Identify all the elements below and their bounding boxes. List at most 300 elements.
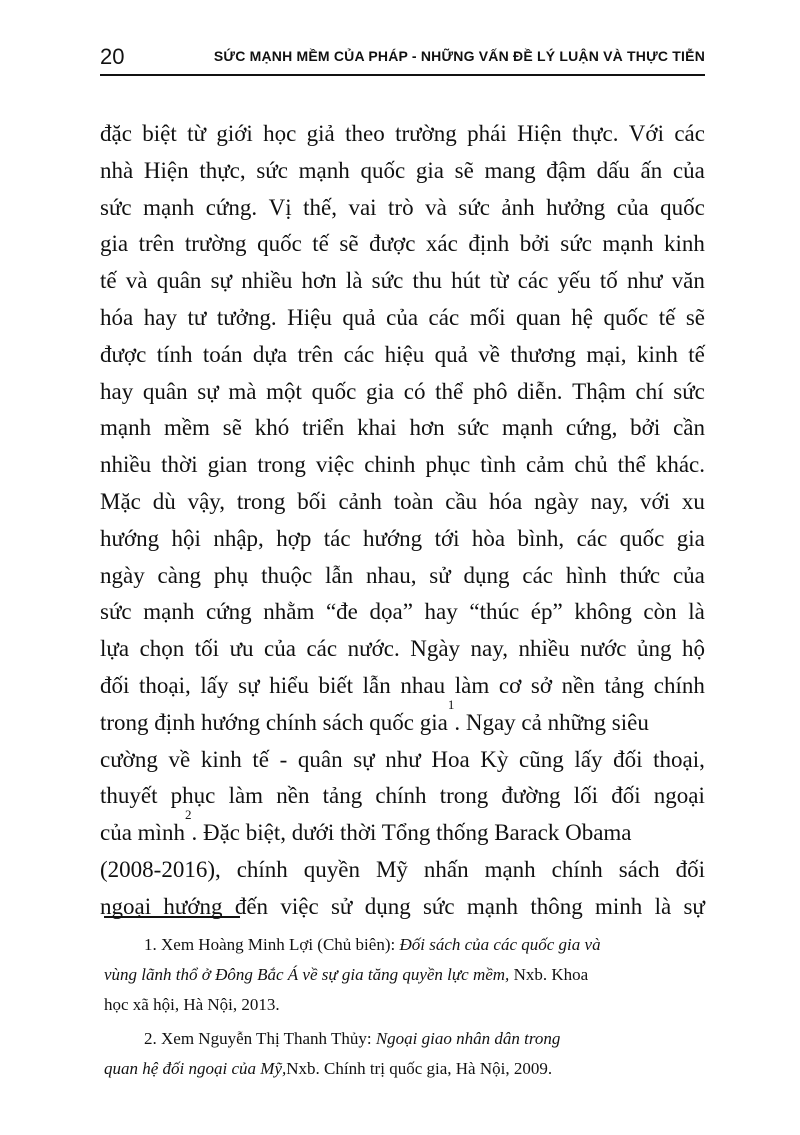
text-line: [100, 484, 705, 521]
word: giả: [306, 121, 335, 146]
word: Vị: [268, 194, 292, 220]
word: phái: [467, 121, 507, 146]
word: dù: [152, 488, 176, 514]
word: sở: [530, 672, 553, 698]
word: sẽ: [339, 231, 359, 257]
footnote-2: [104, 1024, 707, 1084]
word: ấn: [640, 157, 663, 183]
footnote-1: [104, 930, 707, 1020]
word: Hiện: [517, 121, 562, 146]
footnote-title: quan hệ đối ngoại của Mỹ,: [104, 1059, 287, 1078]
word: tế: [312, 231, 329, 257]
word: phục: [170, 783, 216, 809]
word: đối: [613, 746, 643, 772]
text-line: [100, 889, 705, 926]
word: của: [616, 194, 649, 220]
word: kinh: [664, 231, 705, 257]
word: sức: [371, 268, 404, 294]
text-line: [100, 852, 705, 889]
word: đường: [501, 783, 561, 809]
word: từ: [187, 121, 206, 146]
word: sử: [429, 562, 451, 588]
word: mạnh: [100, 415, 152, 441]
text-line: [100, 337, 705, 374]
text-line: [100, 668, 705, 705]
word: chinh: [364, 452, 416, 478]
word: có: [403, 378, 426, 404]
word: cứng,: [565, 415, 618, 441]
word: định: [468, 231, 510, 257]
word: gia: [100, 231, 129, 257]
word: thể: [435, 378, 464, 404]
word: lẫn: [362, 672, 391, 698]
word: vai: [348, 194, 377, 220]
word: chí: [635, 378, 664, 404]
word: toán: [202, 341, 243, 367]
word: bởi: [519, 231, 550, 257]
word: mạnh: [143, 599, 195, 625]
text-line: [100, 153, 705, 190]
word: với: [639, 488, 670, 514]
word: Mỹ: [375, 856, 408, 882]
word: sức: [100, 194, 132, 220]
word: dụng: [463, 562, 510, 588]
word: về: [478, 341, 500, 367]
page-number: 20: [100, 44, 125, 69]
word: -: [279, 746, 288, 772]
word: các: [674, 121, 705, 146]
word: cứng.: [205, 194, 258, 220]
text-line: [100, 263, 705, 300]
word: các: [517, 268, 549, 294]
word: sự: [353, 746, 375, 772]
word: chính: [375, 783, 427, 809]
word: còn: [643, 599, 677, 625]
footnote-publisher: Nxb. Chính trị quốc gia, Hà Nội, 2009.: [286, 1059, 553, 1078]
word: hướng: [100, 525, 160, 551]
word: mạnh: [466, 893, 519, 919]
word: quả: [434, 341, 468, 367]
word: sẽ: [454, 157, 474, 183]
footnote-publisher: Nxb. Khoa: [509, 965, 589, 984]
word: nhập,: [213, 525, 264, 551]
word: “thúc: [469, 599, 520, 625]
word: tác: [323, 525, 351, 551]
word: làm: [454, 672, 490, 698]
text-line: [100, 300, 705, 337]
word: bình,: [517, 525, 565, 551]
word: như: [385, 746, 421, 772]
word: nhau: [400, 672, 446, 698]
word: cảnh: [338, 488, 382, 514]
word: chọn: [139, 636, 185, 662]
word: cầu: [445, 488, 478, 514]
word: quân: [156, 268, 202, 294]
word: Kỳ: [480, 746, 509, 772]
word: trên: [297, 341, 334, 367]
word: sức: [673, 378, 705, 404]
word: bối: [297, 488, 327, 514]
word: tư: [187, 304, 207, 330]
word: thu: [412, 268, 442, 294]
running-title: SỨC MẠNH MỀM CỦA PHÁP - NHỮNG VẤN ĐỀ LÝ LUẬN VÀ THỰC TIỄN: [213, 48, 705, 64]
word: sự: [210, 268, 233, 294]
footnote-title: vùng lãnh thổ ở Đông Bắc Á về sự gia tăng quyền lực mềm,: [104, 965, 510, 984]
word: lấy: [200, 672, 229, 698]
word: được: [369, 231, 416, 257]
word: nhiều: [241, 268, 293, 294]
word: tế: [688, 341, 705, 367]
word: đối: [100, 672, 130, 698]
text-line: [100, 631, 705, 668]
word: thế,: [303, 194, 337, 220]
word: mang: [484, 157, 536, 183]
word: tế: [100, 268, 117, 294]
word: không: [574, 599, 632, 625]
word: của: [672, 562, 705, 588]
word: hòa: [471, 525, 506, 551]
word: như: [627, 268, 663, 294]
word: chính: [236, 856, 288, 882]
footnote-title: Đối sách của các quốc gia và: [399, 935, 601, 954]
text-line: [100, 190, 705, 227]
word: trên: [138, 231, 175, 257]
word: được: [100, 341, 147, 367]
word: hay: [424, 599, 458, 625]
word: thoại,: [139, 672, 191, 698]
word: đặc: [100, 121, 132, 146]
page-header: [100, 40, 705, 76]
word: của: [672, 157, 705, 183]
word: quân: [297, 746, 343, 772]
word: trường: [395, 121, 457, 146]
text-line: [100, 447, 705, 484]
word: nhiều: [100, 452, 152, 478]
word: ngày: [100, 562, 145, 588]
word: dụng: [364, 893, 411, 919]
word: sẽ: [685, 304, 705, 330]
footnote-line: [104, 1054, 707, 1084]
text-line: [100, 410, 705, 447]
word: trong: [236, 488, 286, 514]
word: hội: [171, 525, 201, 551]
word: tế: [658, 304, 676, 330]
word: khó: [254, 415, 290, 441]
word: phục: [425, 452, 471, 478]
word: từ: [489, 268, 509, 294]
word: “đe: [325, 599, 358, 625]
word: kinh: [636, 341, 678, 367]
word: toàn: [393, 488, 434, 514]
word: đến: [234, 893, 269, 919]
footnote-ref-1[interactable]: 1: [447, 696, 455, 712]
body-paragraph: [100, 116, 705, 926]
word: sức: [560, 231, 592, 257]
footnote-lead: 2. Xem Nguyễn Thị Thanh Thủy:: [144, 1029, 376, 1048]
word: các: [428, 304, 460, 330]
word: ảnh: [501, 194, 535, 220]
word: hơn: [409, 415, 445, 441]
word: hưởng: [546, 194, 606, 220]
text-line: [100, 116, 705, 153]
word: diễn.: [517, 378, 563, 404]
word: các: [343, 341, 375, 367]
text-line: [100, 807, 705, 852]
word: hay: [100, 378, 134, 404]
word: Mặc: [100, 488, 141, 514]
word: Thậm: [572, 378, 626, 404]
word: quan: [516, 304, 561, 330]
footnote-line: [104, 960, 707, 990]
word: dấu: [596, 157, 630, 183]
word: hộ: [681, 636, 705, 662]
text-segment: trong định hướng chính sách quốc gia: [100, 709, 448, 735]
word: sức: [422, 893, 455, 919]
word: xu: [681, 488, 705, 514]
word: yếu: [557, 268, 591, 294]
word: và: [125, 268, 148, 294]
word: thoại,: [653, 746, 705, 772]
text-line: [100, 374, 705, 411]
text-segment: . Ngay cả những siêu: [454, 709, 649, 735]
word: cứng: [205, 599, 252, 625]
word: nền: [561, 672, 595, 698]
footnote-publisher: học xã hội, Hà Nội, 2013.: [104, 995, 280, 1014]
word: gian: [207, 452, 248, 478]
word: kinh: [200, 746, 242, 772]
word: sự: [238, 672, 260, 698]
word: các: [576, 525, 608, 551]
word: của: [264, 636, 296, 662]
word: thông: [530, 893, 583, 919]
word: Hoa: [431, 746, 470, 772]
word: sách: [618, 856, 660, 882]
word: lối: [573, 783, 599, 809]
footnote-line: [104, 990, 707, 1020]
word: ngoại: [653, 783, 705, 809]
footnote-ref-2[interactable]: 2: [184, 807, 192, 823]
text-line: [100, 558, 705, 595]
word: quốc: [311, 378, 357, 404]
word: hướng: [163, 893, 223, 919]
word: quốc: [257, 231, 302, 257]
footnote-line: [104, 1024, 707, 1054]
word: mạnh: [484, 856, 536, 882]
word: thương: [510, 341, 576, 367]
word: ưu: [229, 636, 254, 662]
word: lựa: [100, 636, 130, 662]
word: quốc: [360, 157, 406, 183]
word: phụ: [213, 562, 249, 588]
word: tình: [480, 452, 516, 478]
word: cũng: [519, 746, 564, 772]
word: lấy: [574, 746, 603, 772]
footnote-line: [104, 930, 707, 960]
text-segment: của mình: [100, 820, 185, 846]
word: mạnh: [143, 194, 195, 220]
word: chính: [551, 856, 603, 882]
word: bởi: [630, 415, 661, 441]
word: gia: [366, 378, 395, 404]
word: và: [425, 194, 447, 220]
word: Ngày: [410, 636, 461, 662]
word: sức: [457, 415, 490, 441]
word: nhà: [100, 157, 134, 183]
word: sử: [330, 893, 353, 919]
word: đối: [675, 856, 705, 882]
word: tố: [599, 268, 618, 294]
word: của: [386, 304, 419, 330]
word: nay,: [470, 636, 508, 662]
text-line: [100, 696, 705, 742]
word: nhiều: [518, 636, 570, 662]
word: quốc: [660, 194, 705, 220]
word: vậy,: [187, 488, 226, 514]
word: các: [306, 636, 338, 662]
text-segment: . Đặc biệt, dưới thời Tổng thống Barack Obama: [191, 820, 632, 846]
footnote-divider: [104, 916, 240, 918]
word: biệt: [142, 121, 177, 146]
word: lẫn: [325, 562, 354, 588]
word: cần: [673, 415, 705, 441]
word: mềm: [163, 415, 210, 441]
word: Hiện: [143, 157, 189, 183]
word: đối: [611, 783, 641, 809]
word: ngoại: [100, 893, 152, 919]
footnote-title: Ngoại giao nhân dân trong: [375, 1029, 561, 1048]
word: dọa”: [369, 599, 413, 625]
word: ngày: [534, 488, 579, 514]
word: thời: [161, 452, 198, 478]
word: khai: [357, 415, 397, 441]
word: mà: [228, 378, 257, 404]
word: theo: [345, 121, 385, 146]
word: tế: [252, 746, 269, 772]
word: sức: [458, 194, 490, 220]
word: nước: [580, 636, 627, 662]
text-line: [100, 226, 705, 263]
word: quả: [342, 304, 376, 330]
word: mạnh: [602, 231, 654, 257]
word: chính: [653, 672, 705, 698]
word: thức: [619, 562, 661, 588]
text-line: [100, 742, 705, 779]
word: mạnh: [501, 415, 554, 441]
word: hợp: [276, 525, 312, 551]
word: biết: [318, 672, 353, 698]
word: sẽ: [222, 415, 242, 441]
word: làm: [228, 783, 264, 809]
word: gia: [415, 157, 444, 183]
word: hay: [143, 304, 177, 330]
word: trò: [388, 194, 414, 220]
word: cơ: [498, 672, 522, 698]
word: cường: [100, 746, 158, 772]
word: phô: [472, 378, 508, 404]
word: giới: [216, 121, 253, 146]
word: nhấn: [423, 856, 469, 882]
word: thực,: [199, 157, 246, 183]
word: trường: [184, 231, 247, 257]
word: hơn: [301, 268, 337, 294]
word: hiểu: [269, 672, 309, 698]
word: khác.: [655, 452, 705, 478]
word: học: [263, 121, 297, 146]
word: (2008-2016),: [100, 856, 221, 882]
word: việc: [280, 893, 319, 919]
word: thực.: [572, 121, 619, 146]
word: tảng: [604, 672, 645, 698]
header-rule: [100, 74, 705, 76]
word: xác: [425, 231, 458, 257]
word: sức: [100, 599, 132, 625]
word: nhau,: [366, 562, 417, 588]
word: một: [266, 378, 302, 404]
word: nhằm: [263, 599, 315, 625]
word: quốc: [619, 525, 665, 551]
word: thể: [617, 452, 646, 478]
word: quốc: [603, 304, 649, 330]
word: văn: [671, 268, 705, 294]
word: cảm: [526, 452, 565, 478]
word: minh: [595, 893, 643, 919]
word: chủ: [574, 452, 608, 478]
word: là: [345, 268, 363, 294]
word: trong: [439, 783, 489, 809]
word: nay,: [590, 488, 629, 514]
word: hình: [565, 562, 607, 588]
word: hút: [451, 268, 481, 294]
word: tính: [156, 341, 193, 367]
word: tới: [434, 525, 460, 551]
word: sự: [683, 893, 705, 919]
word: thuyết: [100, 783, 158, 809]
footnotes: [104, 930, 707, 1088]
word: ủng: [636, 636, 672, 662]
word: tối: [194, 636, 220, 662]
word: mạnh: [298, 157, 350, 183]
word: dựa: [252, 341, 288, 367]
footnote-lead: 1. Xem Hoàng Minh Lợi (Chủ biên):: [144, 935, 400, 954]
word: việc: [315, 452, 355, 478]
word: mại,: [586, 341, 627, 367]
word: triển: [302, 415, 345, 441]
word: sức: [256, 157, 288, 183]
text-line: [100, 594, 705, 631]
word: sự: [197, 378, 219, 404]
word: về: [168, 746, 191, 772]
word: thuộc: [261, 562, 313, 588]
word: càng: [157, 562, 201, 588]
word: là: [688, 599, 705, 625]
word: tảng: [322, 783, 363, 809]
word: ép”: [530, 599, 563, 625]
word: mối: [469, 304, 506, 330]
word: gia: [676, 525, 705, 551]
word: nền: [276, 783, 310, 809]
word: hóa: [100, 304, 134, 330]
word: hướng: [363, 525, 423, 551]
word: đậm: [546, 157, 586, 183]
word: Hiệu: [287, 304, 332, 330]
word: quyền: [303, 856, 360, 882]
word: quân: [142, 378, 188, 404]
word: trong: [257, 452, 306, 478]
word: hóa: [489, 488, 523, 514]
word: các: [522, 562, 554, 588]
word: hiệu: [384, 341, 425, 367]
word: hệ: [571, 304, 593, 330]
